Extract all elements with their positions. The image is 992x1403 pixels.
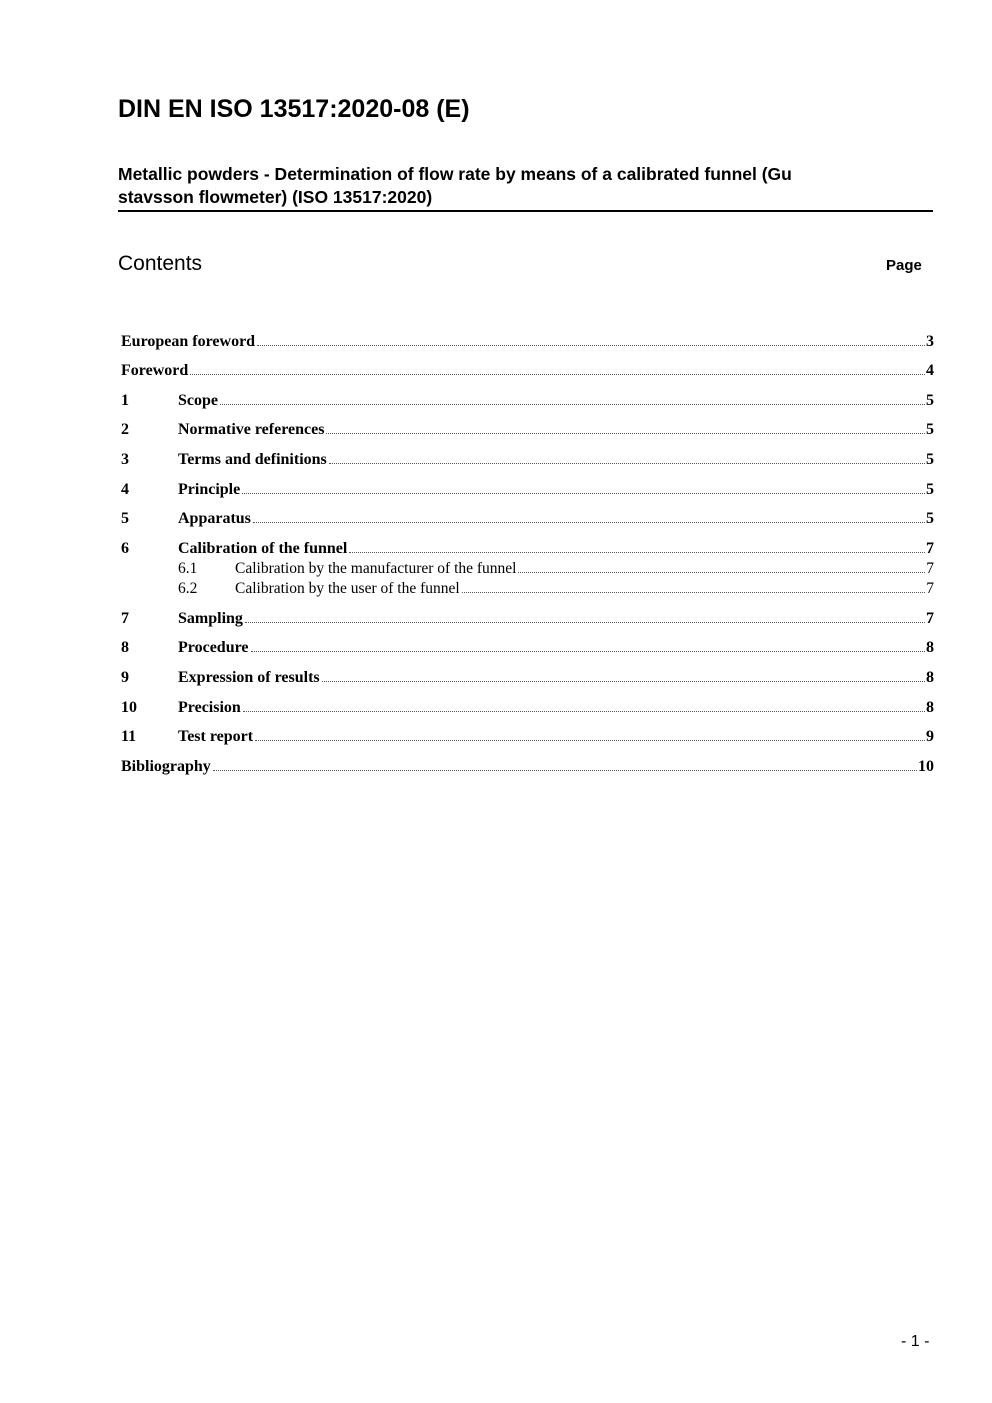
toc-entry-normative-references[interactable]: [121, 420, 934, 440]
toc-entry-number: 5: [121, 510, 129, 527]
toc-leader-dots: [518, 571, 925, 573]
toc-entry-page: 4: [926, 362, 934, 379]
toc-entry-title: European foreword: [121, 333, 256, 350]
toc-entry-number: 11: [121, 728, 137, 745]
toc-entry-number: 8: [121, 639, 129, 656]
toc-entry-title: Terms and definitions: [178, 451, 327, 468]
toc-entry-title: Scope: [178, 392, 218, 409]
toc-entry-page: 9: [926, 728, 934, 745]
toc-entry-foreword[interactable]: [121, 361, 934, 381]
toc-entry-calibration-of-the-funnel[interactable]: [121, 539, 934, 559]
toc-leader-dots: [349, 551, 925, 553]
toc-entry-page: 5: [926, 392, 934, 409]
toc-leader-dots: [251, 650, 926, 652]
toc-entry-number: 10: [121, 699, 137, 716]
toc-entry-test-report[interactable]: [121, 727, 934, 747]
toc-leader-dots: [253, 521, 925, 523]
toc-entry-title: Calibration by the manufacturer of the funnel: [235, 560, 517, 577]
toc-leader-dots: [255, 739, 925, 741]
toc-entry-number: 6.2: [178, 580, 198, 597]
toc-entry-terms-and-definitions[interactable]: [121, 450, 934, 470]
toc-entry-procedure[interactable]: [121, 638, 934, 658]
toc-entry-page: 5: [926, 451, 934, 468]
toc-entry-page: 7: [926, 540, 934, 557]
contents-heading: Contents: [118, 252, 203, 275]
document-subtitle: [118, 163, 933, 212]
toc-entry-number: 6.1: [178, 560, 198, 577]
toc-entry-calibration-by-manufacturer[interactable]: [178, 559, 934, 579]
toc-leader-dots: [322, 680, 925, 682]
toc-entry-principle[interactable]: [121, 480, 934, 500]
toc-entry-european-foreword[interactable]: [121, 332, 934, 352]
toc-entry-number: 7: [121, 610, 129, 627]
toc-entry-title: Normative references: [178, 421, 325, 438]
toc-entry-page: 7: [926, 560, 934, 577]
document-title: DIN EN ISO 13517:2020-08 (E): [118, 95, 470, 123]
toc-entry-number: 9: [121, 669, 129, 686]
toc-entry-title: Test report: [178, 728, 254, 745]
toc-entry-number: 6: [121, 540, 129, 557]
toc-entry-precision[interactable]: [121, 698, 934, 718]
toc-entry-number: 3: [121, 451, 129, 468]
toc-entry-page: 10: [918, 758, 934, 775]
toc-entry-page: 7: [926, 580, 934, 597]
toc-entry-page: 5: [926, 510, 934, 527]
toc-entry-calibration-by-user[interactable]: [178, 579, 934, 599]
toc-leader-dots: [257, 344, 925, 346]
toc-entry-page: 8: [926, 699, 934, 716]
toc-entry-bibliography[interactable]: [121, 757, 934, 777]
toc-entry-page: 8: [926, 669, 934, 686]
toc-entry-title: Expression of results: [178, 669, 320, 686]
toc-entry-sampling[interactable]: [121, 609, 934, 629]
toc-entry-title: Precision: [178, 699, 241, 716]
toc-entry-page: 5: [926, 481, 934, 498]
toc-leader-dots: [213, 769, 917, 771]
toc-entry-apparatus[interactable]: [121, 509, 934, 529]
toc-entry-number: 1: [121, 392, 129, 409]
toc-leader-dots: [245, 621, 925, 623]
toc-entry-expression-of-results[interactable]: [121, 668, 934, 688]
toc-entry-title: Foreword: [121, 362, 189, 379]
page-column-label: Page: [886, 257, 922, 274]
toc-entry-page: 5: [926, 421, 934, 438]
toc-entry-title: Bibliography: [121, 758, 211, 775]
toc-entry-number: 4: [121, 481, 129, 498]
toc-entry-page: 3: [926, 333, 934, 350]
footer-page-number: - 1 -: [901, 1333, 930, 1350]
toc-entry-title: Apparatus: [178, 510, 251, 527]
toc-entry-page: 8: [926, 639, 934, 656]
toc-leader-dots: [190, 373, 925, 375]
toc-leader-dots: [220, 403, 925, 405]
toc-entry-scope[interactable]: [121, 391, 934, 411]
subtitle-line-1: Metallic powders - Determination of flow rate by means of a calibrated funnel (Gu: [118, 164, 792, 184]
subtitle-line-2: stavsson flowmeter) (ISO 13517:2020): [118, 187, 433, 207]
toc-entry-page: 7: [926, 610, 934, 627]
toc-entry-title: Procedure: [178, 639, 249, 656]
toc-entry-title: Principle: [178, 481, 241, 498]
toc-leader-dots: [242, 492, 925, 494]
toc-entry-title: Calibration of the funnel: [178, 540, 348, 557]
toc-leader-dots: [329, 462, 925, 464]
toc-leader-dots: [243, 710, 925, 712]
toc-leader-dots: [326, 432, 925, 434]
toc-leader-dots: [462, 591, 926, 593]
toc-entry-title: Calibration by the user of the funnel: [235, 580, 460, 597]
toc-entry-title: Sampling: [178, 610, 243, 627]
toc-entry-number: 2: [121, 421, 129, 438]
